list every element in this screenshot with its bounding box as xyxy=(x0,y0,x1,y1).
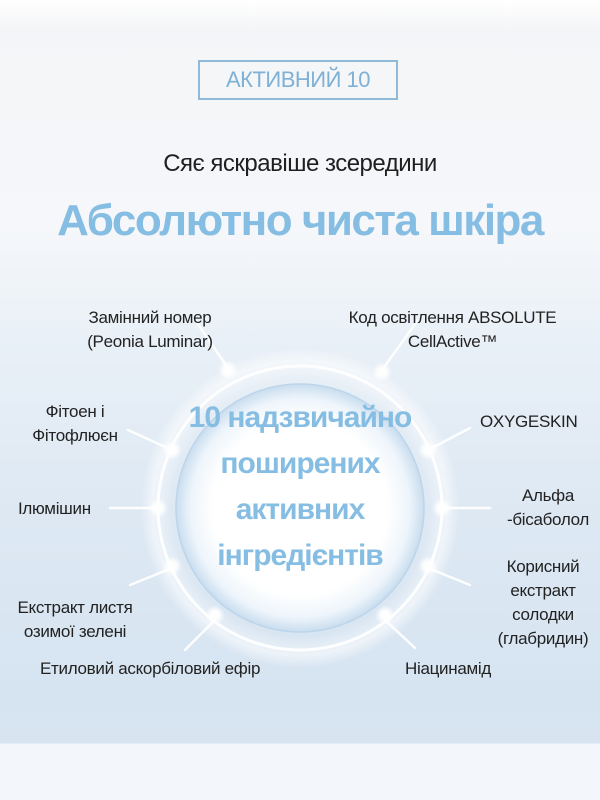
ingredient-line: CellActive™ xyxy=(407,332,498,351)
glow-dot xyxy=(205,605,225,625)
ingredient-line: OXYGESKIN xyxy=(480,412,578,431)
ingredient-line: Замінний номер xyxy=(88,308,212,327)
ingredient-bisabolol xyxy=(498,484,598,532)
glow-dot xyxy=(218,360,238,380)
badge-label: АКТИВНИЙ 10 xyxy=(225,67,370,92)
bottom-band xyxy=(0,744,600,800)
ingredient-line: Альфа xyxy=(521,486,575,505)
ingredient-line: озимої зелені xyxy=(23,622,127,641)
center-line: поширених xyxy=(220,447,380,480)
ingredient-line: Фітоен і xyxy=(45,402,105,421)
ingredient-oxygeskin xyxy=(480,410,577,434)
glow-dot xyxy=(372,362,392,382)
ingredient-absolute-cellactive xyxy=(340,306,565,354)
ingredient-line: (Peonia Luminar) xyxy=(87,332,213,351)
ingredient-ilumishin xyxy=(18,497,91,521)
center-headline xyxy=(150,395,450,579)
ingredient-line: Екстракт листя xyxy=(17,598,133,617)
center-line: інгредієнтів xyxy=(217,539,383,572)
ingredient-line: екстракт xyxy=(510,581,576,600)
center-line: 10 надзвичайно xyxy=(188,401,412,434)
ingredient-line: Ілюмішин xyxy=(18,499,91,518)
ingredient-niacinamide xyxy=(405,657,491,681)
glow-dot xyxy=(375,605,395,625)
subtitle: Сяє яскравіше зсередини xyxy=(163,150,437,177)
ingredient-ascorbyl xyxy=(40,657,260,681)
ingredient-line: (глабридин) xyxy=(497,629,589,648)
main-title: Абсолютно чиста шкіра xyxy=(57,196,543,245)
ingredient-line: Ніацинамід xyxy=(405,659,491,678)
ingredient-line: -бісаболол xyxy=(506,510,590,529)
center-line: активних xyxy=(235,493,365,526)
ingredient-line: Корисний xyxy=(506,557,580,576)
ingredient-line: солодки xyxy=(512,605,574,624)
ingredient-winter-green xyxy=(0,596,150,644)
ingredient-peonia xyxy=(60,306,240,354)
ingredient-line: Фітофлюєн xyxy=(32,426,118,445)
ingredient-licorice xyxy=(488,555,598,651)
ingredient-line: Етиловий аскорбіловий ефір xyxy=(40,659,261,678)
ingredient-line: Код освітлення ABSOLUTE xyxy=(348,308,557,327)
ingredient-phytoene xyxy=(20,400,130,448)
